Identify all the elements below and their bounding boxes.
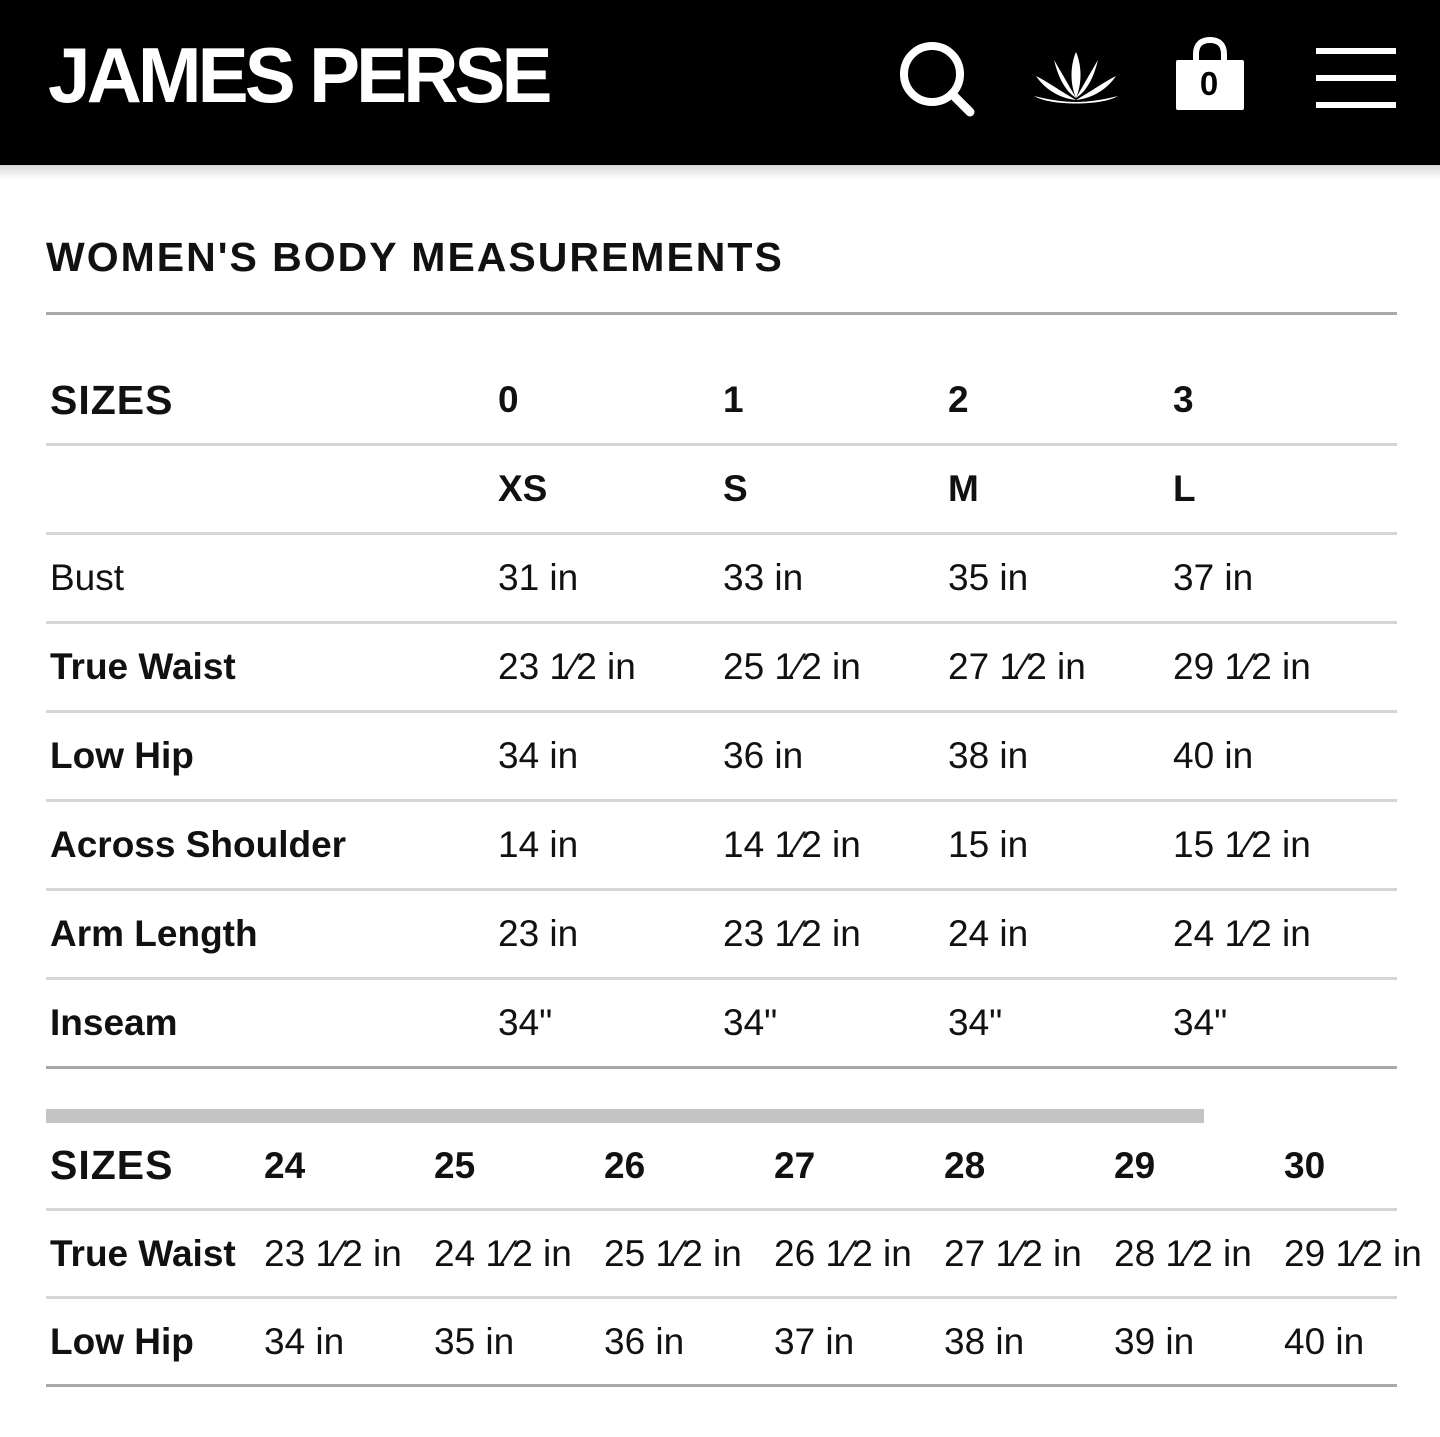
row-label: Bust: [50, 557, 125, 598]
table-header-row: [46, 1123, 1397, 1211]
table-cell: 15 in: [948, 824, 1029, 865]
table-cell: 15 1⁄2 in: [1173, 824, 1311, 865]
size-header: 0: [498, 379, 519, 420]
table-cell: 23 1⁄2 in: [498, 646, 636, 687]
table-cell: 14 1⁄2 in: [723, 824, 861, 865]
page-title: WOMEN'S BODY MEASUREMENTS: [46, 234, 784, 280]
size-chart-table: [46, 357, 1397, 1069]
letter-size-header: XS: [498, 468, 548, 509]
size-header: 1: [723, 379, 744, 420]
table-cell: 24 in: [948, 913, 1029, 954]
letter-size-header: S: [723, 468, 748, 509]
table-cell: 28 1⁄2 in: [1114, 1233, 1252, 1274]
horizontal-scrollbar[interactable]: [46, 1109, 1204, 1123]
table-cell: 24 1⁄2 in: [434, 1233, 572, 1274]
size-header: 3: [1173, 379, 1194, 420]
table-row-low-hip: [46, 1299, 1397, 1387]
table-cell: 25 1⁄2 in: [604, 1233, 742, 1274]
table-cell: 25 1⁄2 in: [723, 646, 861, 687]
size-header: 25: [434, 1145, 476, 1186]
table-cell: 29 1⁄2 in: [1284, 1233, 1422, 1274]
row-label: Across Shoulder: [50, 824, 347, 865]
size-header: 27: [774, 1145, 816, 1186]
table-row-inseam: [46, 980, 1397, 1069]
table-cell: 14 in: [498, 824, 579, 865]
table-cell: 38 in: [948, 735, 1029, 776]
table-row-low-hip: [46, 713, 1397, 802]
sizes-label: SIZES: [50, 1142, 174, 1188]
size-header: 28: [944, 1145, 986, 1186]
table-cell: 34": [498, 1002, 553, 1043]
table-cell: 31 in: [498, 557, 579, 598]
row-label: Arm Length: [50, 913, 258, 954]
size-header: 2: [948, 379, 969, 420]
denim-size-table: [46, 1123, 1422, 1387]
table-row-bust: [46, 535, 1397, 624]
row-label: True Waist: [50, 1233, 236, 1274]
table-row-true-waist: [46, 624, 1397, 713]
site-header: [0, 0, 1440, 165]
table-cell: 36 in: [604, 1321, 685, 1362]
table-cell: 34 in: [498, 735, 579, 776]
brand-logo[interactable]: JAMES PERSE: [48, 31, 549, 119]
table-cell: 35 in: [948, 557, 1029, 598]
table-cell: 34": [948, 1002, 1003, 1043]
table-cell: 40 in: [1284, 1321, 1365, 1362]
table-cell: 27 1⁄2 in: [948, 646, 1086, 687]
cart-count: 0: [1199, 65, 1219, 102]
table-cell: 36 in: [723, 735, 804, 776]
table-cell: 26 1⁄2 in: [774, 1233, 912, 1274]
table-cell: 23 1⁄2 in: [723, 913, 861, 954]
table-cell: 29 1⁄2 in: [1173, 646, 1311, 687]
letter-size-header: L: [1173, 468, 1196, 509]
table-cell: 34": [723, 1002, 778, 1043]
size-header: 26: [604, 1145, 646, 1186]
table-cell: 38 in: [944, 1321, 1025, 1362]
row-label: Inseam: [50, 1002, 178, 1043]
table-cell: 34 in: [264, 1321, 345, 1362]
table-cell: 27 1⁄2 in: [944, 1233, 1082, 1274]
row-label: True Waist: [50, 646, 236, 687]
row-label: Low Hip: [50, 1321, 194, 1362]
size-header: 24: [264, 1145, 306, 1186]
table-header-row: [46, 357, 1397, 446]
sizes-label: SIZES: [50, 377, 174, 423]
row-label: Low Hip: [50, 735, 194, 776]
size-header: 30: [1284, 1145, 1326, 1186]
hamburger-menu-icon[interactable]: [1314, 46, 1398, 110]
table-cell: 23 1⁄2 in: [264, 1233, 402, 1274]
letter-size-row: [46, 446, 1397, 535]
letter-size-header: M: [948, 468, 979, 509]
table-cell: 37 in: [774, 1321, 855, 1362]
table-cell: 33 in: [723, 557, 804, 598]
table-row-across-shoulder: [46, 802, 1397, 891]
table-cell: 35 in: [434, 1321, 515, 1362]
table-cell: 23 in: [498, 913, 579, 954]
header-shadow: [0, 165, 1440, 179]
table-row-arm-length: [46, 891, 1397, 980]
lotus-icon[interactable]: [1030, 48, 1122, 106]
table-cell: 34": [1173, 1002, 1228, 1043]
title-divider: [46, 312, 1397, 315]
table-cell: 24 1⁄2 in: [1173, 913, 1311, 954]
table-cell: 40 in: [1173, 735, 1254, 776]
search-icon[interactable]: [896, 38, 976, 118]
table-cell: 37 in: [1173, 557, 1254, 598]
table-row-true-waist: [46, 1211, 1422, 1299]
size-header: 29: [1114, 1145, 1156, 1186]
table-cell: 39 in: [1114, 1321, 1195, 1362]
